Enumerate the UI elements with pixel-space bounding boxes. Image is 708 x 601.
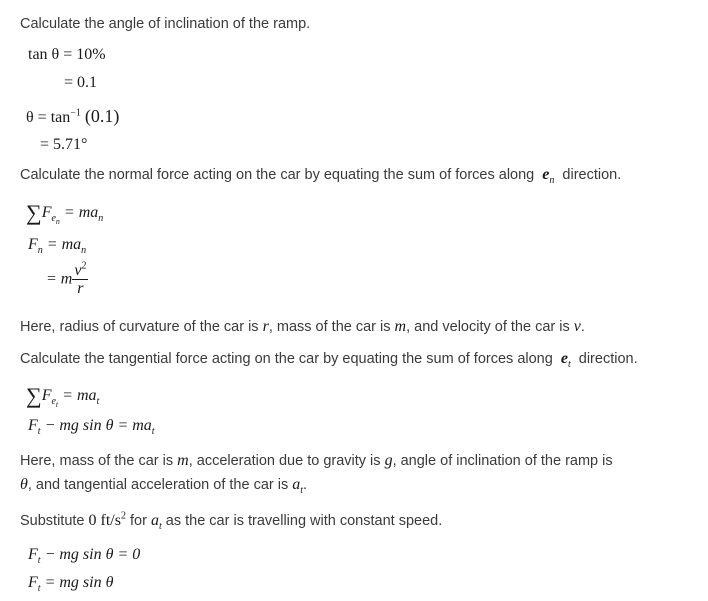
subst-text-a: Substitute bbox=[20, 513, 85, 529]
ft-rest: − mg sin θ = ma bbox=[44, 417, 152, 434]
normal-force-text-end: direction. bbox=[562, 167, 622, 183]
var5-at bbox=[292, 476, 304, 497]
en-symbol: e bbox=[542, 166, 550, 183]
ft0-rest: − mg sin θ = 0 bbox=[44, 546, 141, 563]
zero-value: 0 ft/s bbox=[88, 512, 121, 529]
ftr-subscript: t bbox=[37, 583, 41, 595]
tan-theta-expression: tan θ = 10% bbox=[28, 46, 106, 63]
equation-tangential-zero bbox=[28, 546, 141, 567]
force-symbol-t: F bbox=[41, 387, 52, 404]
var5-text-b: , acceleration due to gravity is bbox=[188, 453, 381, 469]
var-text-a: Here, radius of curvature of the car is bbox=[20, 319, 259, 335]
rhs-sub-t: t bbox=[96, 396, 100, 408]
var5-theta: θ bbox=[20, 476, 28, 493]
theta-result: = 5.71° bbox=[40, 136, 88, 153]
variables-tangential-line1 bbox=[20, 452, 613, 470]
sub-e-t: e bbox=[51, 396, 56, 408]
fraction-numerator bbox=[72, 262, 88, 280]
sub-t: t bbox=[55, 400, 59, 410]
ftr-rest: = mg sin θ bbox=[44, 574, 114, 591]
fn-rhs-sub: n bbox=[81, 245, 87, 257]
var-text-c: , and velocity of the car is bbox=[406, 319, 570, 335]
var-v: v bbox=[573, 318, 581, 335]
rhs-sub-n: n bbox=[98, 213, 104, 225]
fraction-denominator: r bbox=[77, 280, 84, 297]
subst-a-subscript: t bbox=[158, 521, 162, 533]
subst-text-b: for bbox=[130, 513, 147, 529]
ft-rest-sub: t bbox=[151, 426, 155, 438]
var5-text-d: , and tangential acceleration of the car is bbox=[27, 477, 289, 493]
v-exponent: 2 bbox=[81, 260, 87, 272]
ft0-subscript: t bbox=[37, 555, 41, 567]
unit-vector-en bbox=[538, 166, 558, 187]
equation-tan-value bbox=[64, 74, 97, 92]
equation-normal-fraction bbox=[46, 262, 88, 297]
equation-sum-normal bbox=[26, 200, 104, 227]
tangential-text: Calculate the tangential force acting on the car by equating the sum of forces along bbox=[20, 351, 553, 367]
ft-subscript: t bbox=[37, 426, 41, 438]
var5-text-c: , angle of inclination of the ramp is bbox=[392, 453, 613, 469]
var-m: m bbox=[394, 318, 407, 335]
equation-tangential-force bbox=[28, 417, 155, 438]
var-text-b: , mass of the car is bbox=[268, 319, 391, 335]
step-heading-angle: Calculate the angle of inclination of the ramp. bbox=[20, 16, 311, 32]
var5-text-a: Here, mass of the car is bbox=[20, 453, 174, 469]
sub-e: e bbox=[51, 213, 56, 225]
sum-symbol-t: ∑ bbox=[26, 383, 42, 408]
subst-a-symbol: a bbox=[150, 512, 159, 529]
equation-normal-force bbox=[28, 236, 87, 257]
en-subscript: n bbox=[549, 175, 555, 187]
equation-theta-inverse bbox=[26, 107, 119, 127]
theta-inverse-arg: (0.1) bbox=[84, 106, 120, 126]
ft0-symbol: F bbox=[28, 546, 38, 563]
variables-normal bbox=[20, 318, 585, 336]
subst-text-c: as the car is travelling with constant speed. bbox=[165, 513, 443, 529]
subst-at bbox=[150, 512, 162, 533]
sub-n: n bbox=[55, 217, 60, 227]
step-heading-tangential-force bbox=[20, 350, 638, 371]
step-heading-normal-force bbox=[20, 166, 622, 187]
zero-exponent: 2 bbox=[120, 510, 126, 522]
equation-tangential-result bbox=[28, 574, 114, 595]
var5-text-e: . bbox=[303, 477, 308, 493]
force-symbol: F bbox=[41, 204, 52, 221]
unit-vector-et bbox=[557, 350, 575, 371]
a-subscript: t bbox=[300, 485, 304, 497]
tan-value: = 0.1 bbox=[64, 74, 98, 91]
et-subscript: t bbox=[567, 359, 571, 371]
tangential-text-end: direction. bbox=[578, 351, 638, 367]
var5-m: m bbox=[177, 452, 189, 469]
equation-theta-result bbox=[40, 136, 87, 154]
var-r: r bbox=[262, 318, 269, 335]
inverse-exponent: −1 bbox=[70, 107, 81, 119]
fn-symbol: F bbox=[28, 236, 38, 253]
zero-acceleration bbox=[89, 512, 126, 529]
equation-sum-tangential bbox=[26, 383, 100, 410]
equation-tan-theta bbox=[28, 46, 106, 64]
ft-symbol: F bbox=[28, 417, 38, 434]
variables-tangential-line2 bbox=[20, 476, 308, 497]
var-text-d: . bbox=[580, 319, 585, 335]
sum-symbol: ∑ bbox=[26, 200, 42, 225]
fn-subscript: n bbox=[37, 245, 43, 257]
var5-g: g bbox=[384, 452, 393, 469]
normal-force-text: Calculate the normal force acting on the car by equating the sum of forces along bbox=[20, 167, 535, 183]
fn-rhs: = ma bbox=[46, 236, 82, 253]
sum-tangential-rhs: = ma bbox=[62, 387, 97, 404]
theta-inverse-lhs: θ = tan bbox=[26, 109, 71, 126]
v2-over-r-fraction bbox=[72, 262, 88, 297]
et-symbol: e bbox=[560, 350, 568, 367]
substitution-line bbox=[20, 510, 443, 533]
eq-m: = m bbox=[46, 270, 73, 288]
a-symbol: a bbox=[292, 476, 301, 493]
v-symbol: v bbox=[74, 262, 82, 279]
ftr-symbol: F bbox=[28, 574, 38, 591]
sum-normal-rhs: = ma bbox=[63, 204, 99, 221]
